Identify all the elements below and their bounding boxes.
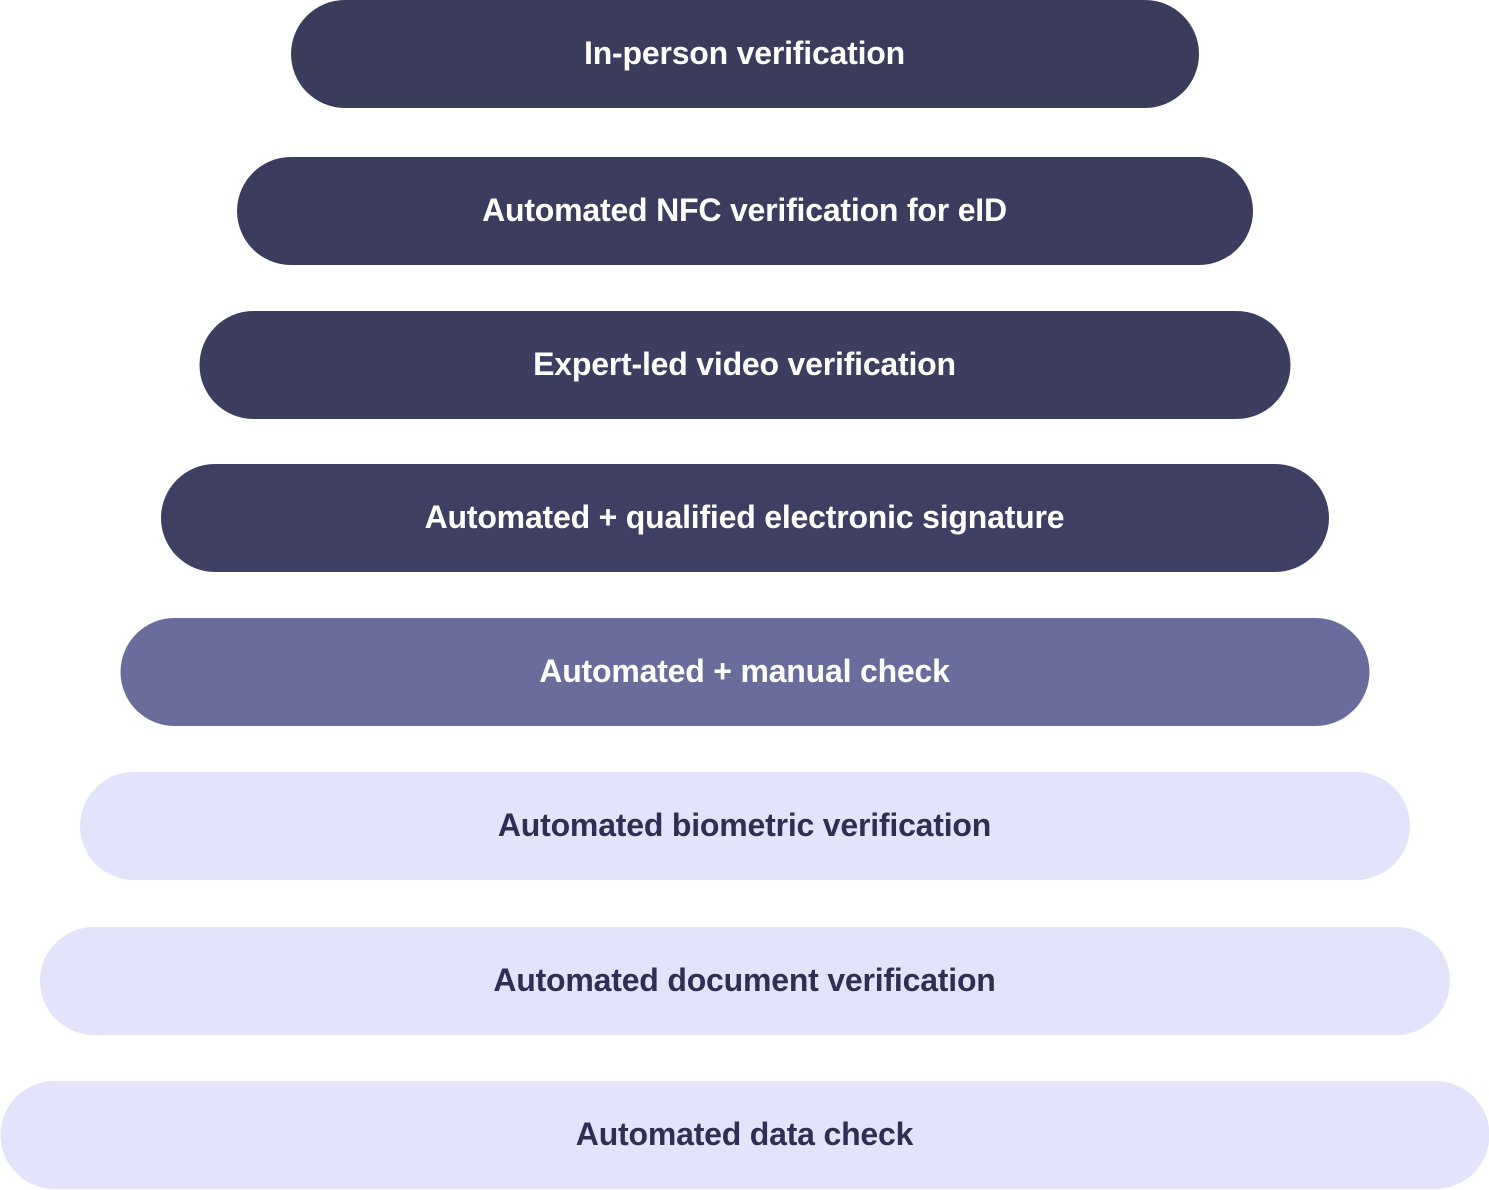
pyramid-band-label: Automated NFC verification for eID: [482, 192, 1007, 229]
pyramid-band-label: Automated document verification: [493, 962, 996, 999]
pyramid-band: [0, 1081, 1489, 1189]
pyramid-band-label: Automated biometric verification: [497, 807, 992, 844]
pyramid-band-label: Automated + qualified electronic signature: [424, 499, 1065, 536]
pyramid-band-label: In-person verification: [584, 35, 905, 72]
pyramid-band: [120, 618, 1369, 726]
pyramid-band-label: Automated data check: [575, 1116, 914, 1153]
pyramid-band-label: Expert-led video verification: [533, 346, 956, 383]
pyramid-band-label: Automated + manual check: [539, 653, 950, 690]
pyramid-band: [237, 157, 1253, 265]
pyramid-band: [161, 464, 1329, 572]
pyramid-band: [291, 0, 1199, 108]
pyramid-band: [80, 772, 1410, 880]
pyramid-band: [40, 927, 1450, 1035]
pyramid-band: [199, 311, 1290, 419]
